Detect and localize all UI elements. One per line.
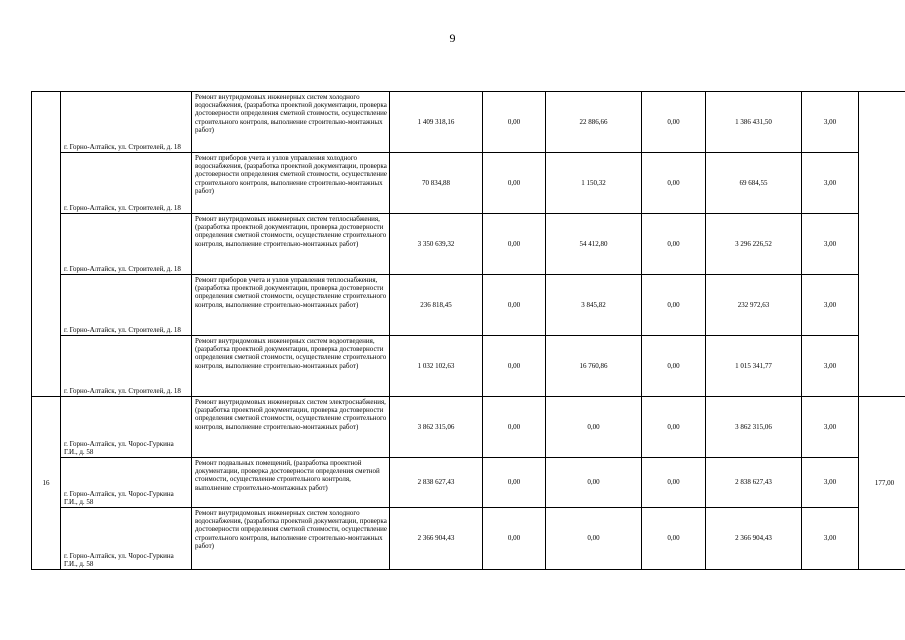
work-description-cell: Ремонт внутридомовых инженерных систем холодного водоснабжения, (разработка проектной документации, проверка достоверности определения сметной стоимости, осуществление строительного контроля, выполнение строительно-монтажных работ) [192, 508, 390, 570]
cost-col-5-cell: 232 972,63 [706, 275, 802, 336]
cost-col-2-cell: 0,00 [483, 508, 546, 570]
work-description-cell: Ремонт внутридомовых инженерных систем теплоснабжения, (разработка проектной документации, проверка достоверности определения сметной стоимости, осуществление строительного контроля, выполнение строительно-монтажных работ) [192, 214, 390, 275]
cost-col-4-cell: 0,00 [642, 336, 706, 397]
table-row [32, 153, 905, 214]
work-description-cell: Ремонт внутридомовых инженерных систем холодного водоснабжения, (разработка проектной документации, проверка достоверности определения сметной стоимости, осуществление строительного контроля, выполнение строительно-монтажных работ) [192, 92, 390, 153]
cost-col-6-cell: 3,00 [802, 92, 859, 153]
cost-col-3-cell: 0,00 [546, 397, 642, 458]
address-cell: г. Горно-Алтайск, ул. Строителей, д. 18 [61, 153, 192, 214]
cost-col-5-cell: 2 838 627,43 [706, 458, 802, 508]
total-cost-cell: 2 838 627,43 [390, 458, 483, 508]
total-cost-cell: 1 032 102,63 [390, 336, 483, 397]
address-cell: г. Горно-Алтайск, ул. Чорос-Гуркина Г.И., д. 58 [61, 397, 192, 458]
cost-col-6-cell: 3,00 [802, 458, 859, 508]
group-area-cell [859, 92, 905, 397]
group-area-cell: 177,00 [859, 397, 905, 570]
table-row [32, 92, 905, 153]
cost-col-4-cell: 0,00 [642, 275, 706, 336]
cost-col-4-cell: 0,00 [642, 508, 706, 570]
cost-col-4-cell: 0,00 [642, 92, 706, 153]
total-cost-cell: 70 834,88 [390, 153, 483, 214]
cost-col-2-cell: 0,00 [483, 397, 546, 458]
cost-col-5-cell: 2 366 904,43 [706, 508, 802, 570]
work-description-cell: Ремонт приборов учета и узлов управления теплоснабжения, (разработка проектной документации, проверка достоверности определения сметной стоимости, осуществление строительного контроля, выполнение строительно-монтажных работ) [192, 275, 390, 336]
cost-col-5-cell: 69 684,55 [706, 153, 802, 214]
address-cell: г. Горно-Алтайск, ул. Строителей, д. 18 [61, 92, 192, 153]
cost-col-3-cell: 0,00 [546, 458, 642, 508]
total-cost-cell: 3 862 315,06 [390, 397, 483, 458]
address-cell: г. Горно-Алтайск, ул. Строителей, д. 18 [61, 275, 192, 336]
capital-repair-table [31, 91, 905, 570]
total-cost-cell: 2 366 904,43 [390, 508, 483, 570]
total-cost-cell: 3 350 639,32 [390, 214, 483, 275]
address-cell: г. Горно-Алтайск, ул. Строителей, д. 18 [61, 214, 192, 275]
group-number-cell [32, 92, 61, 397]
cost-col-5-cell: 3 862 315,06 [706, 397, 802, 458]
group-number-cell: 16 [32, 397, 61, 570]
cost-col-6-cell: 3,00 [802, 397, 859, 458]
cost-col-4-cell: 0,00 [642, 153, 706, 214]
table-row [32, 458, 905, 508]
cost-col-3-cell: 1 150,32 [546, 153, 642, 214]
cost-col-6-cell: 3,00 [802, 275, 859, 336]
cost-col-2-cell: 0,00 [483, 214, 546, 275]
work-description-cell: Ремонт внутридомовых инженерных систем электроснабжения, (разработка проектной документации, проверка достоверности определения сметной стоимости, осуществление строительного контроля, выполнение строительно-монтажных работ) [192, 397, 390, 458]
work-description-cell: Ремонт подвальных помещений, (разработка проектной документации, проверка достоверности определения сметной стоимости, осуществление строительного контроля, выполнение строительно-монтажных работ) [192, 458, 390, 508]
cost-col-6-cell: 3,00 [802, 336, 859, 397]
table-row [32, 397, 905, 458]
cost-col-5-cell: 1 386 431,50 [706, 92, 802, 153]
work-description-cell: Ремонт внутридомовых инженерных систем водоотведения, (разработка проектной документации, проверка достоверности определения сметной стоимости, осуществление строительного контроля, выполнение строительно-монтажных работ) [192, 336, 390, 397]
address-cell: г. Горно-Алтайск, ул. Чорос-Гуркина Г.И., д. 58 [61, 508, 192, 570]
cost-col-2-cell: 0,00 [483, 275, 546, 336]
cost-col-2-cell: 0,00 [483, 153, 546, 214]
cost-col-4-cell: 0,00 [642, 397, 706, 458]
address-cell: г. Горно-Алтайск, ул. Чорос-Гуркина Г.И., д. 58 [61, 458, 192, 508]
cost-col-4-cell: 0,00 [642, 458, 706, 508]
address-cell: г. Горно-Алтайск, ул. Строителей, д. 18 [61, 336, 192, 397]
cost-col-2-cell: 0,00 [483, 336, 546, 397]
cost-col-3-cell: 54 412,80 [546, 214, 642, 275]
total-cost-cell: 1 409 318,16 [390, 92, 483, 153]
total-cost-cell: 236 818,45 [390, 275, 483, 336]
cost-col-5-cell: 3 296 226,52 [706, 214, 802, 275]
cost-col-3-cell: 3 845,82 [546, 275, 642, 336]
cost-col-3-cell: 22 886,66 [546, 92, 642, 153]
cost-col-6-cell: 3,00 [802, 153, 859, 214]
cost-col-2-cell: 0,00 [483, 458, 546, 508]
work-description-cell: Ремонт приборов учета и узлов управления холодного водоснабжения, (разработка проектной документации, проверка достоверности определения сметной стоимости, осуществление строительного контроля, выполнение строительно-монтажных работ) [192, 153, 390, 214]
cost-col-2-cell: 0,00 [483, 92, 546, 153]
cost-col-3-cell: 0,00 [546, 508, 642, 570]
page-number: 9 [449, 31, 456, 45]
cost-col-3-cell: 16 760,86 [546, 336, 642, 397]
table-row [32, 336, 905, 397]
cost-col-6-cell: 3,00 [802, 214, 859, 275]
cost-col-6-cell: 3,00 [802, 508, 859, 570]
table-row [32, 275, 905, 336]
table-row [32, 214, 905, 275]
table-body [32, 92, 905, 570]
table-row [32, 508, 905, 570]
cost-col-4-cell: 0,00 [642, 214, 706, 275]
cost-col-5-cell: 1 015 341,77 [706, 336, 802, 397]
